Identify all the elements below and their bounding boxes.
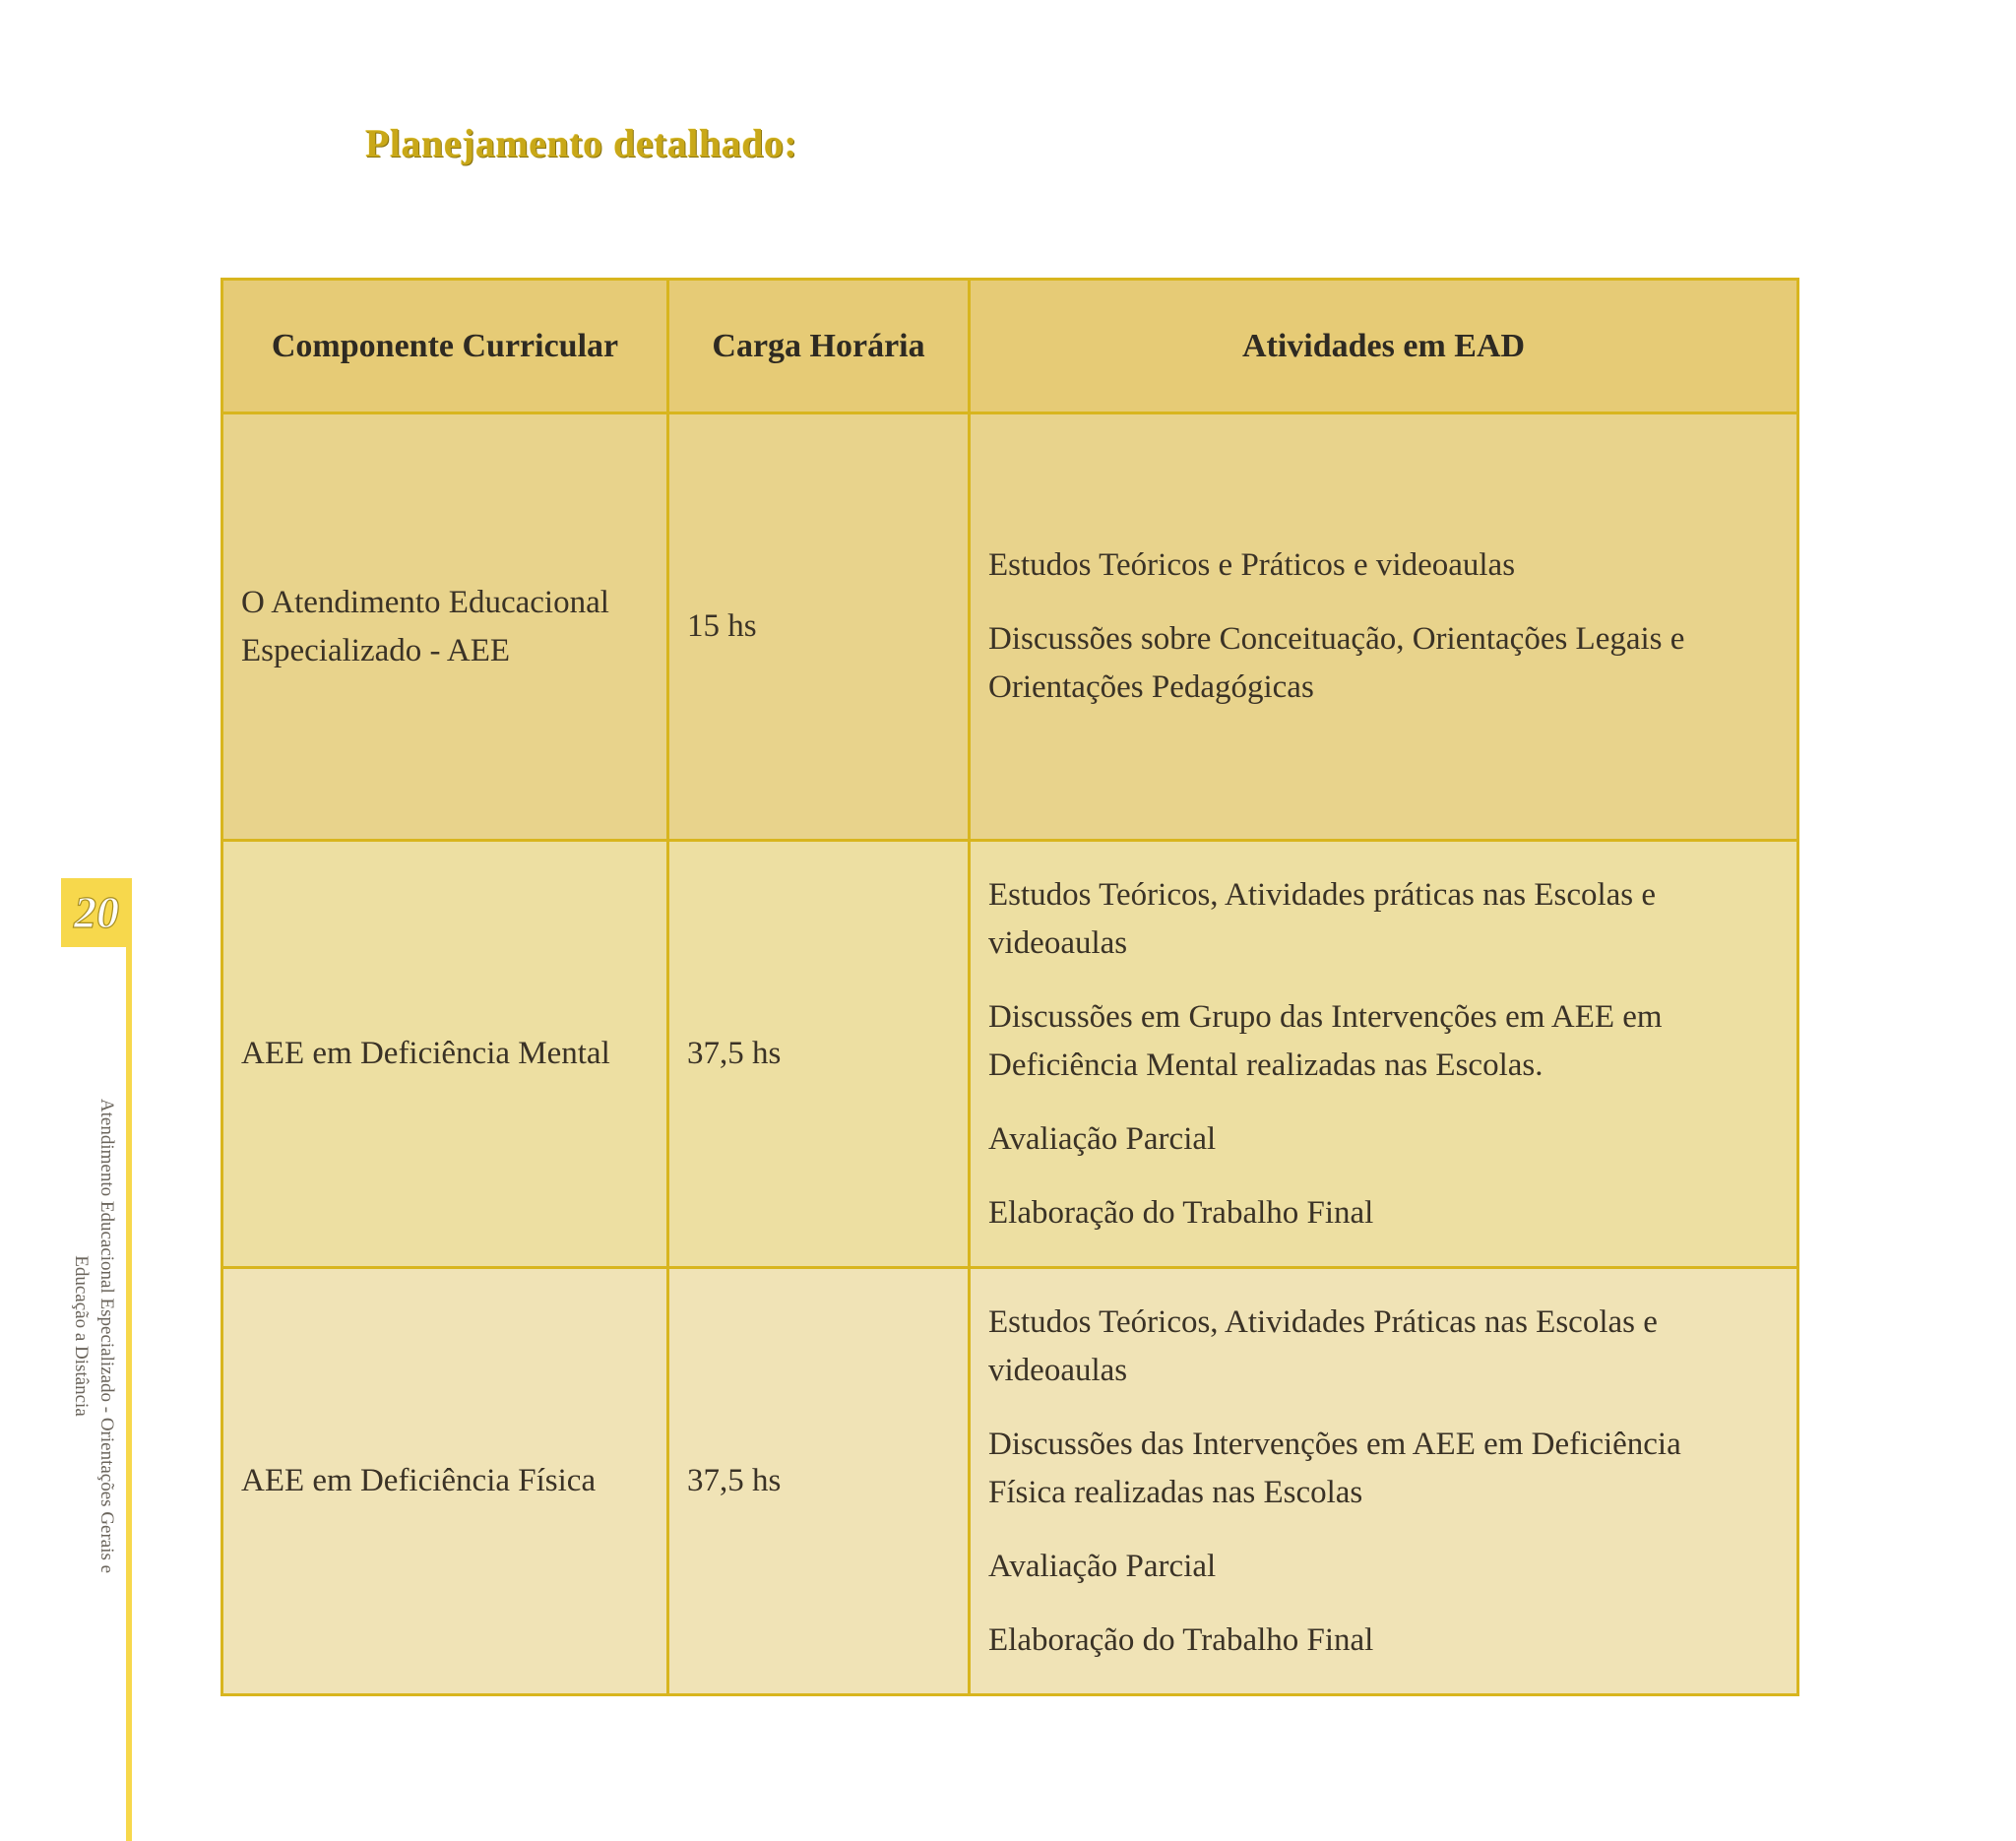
activity-item: Estudos Teóricos, Atividades práticas nas Escolas e videoaulas	[988, 876, 1657, 961]
activity-item: Avaliação Parcial	[988, 1548, 1217, 1584]
component-cell: O Atendimento Educacional Especializado - AEE	[222, 413, 668, 841]
sidebar-divider-line	[126, 945, 132, 1841]
table-row	[222, 1268, 1798, 1695]
activities-cell	[970, 413, 1798, 841]
component-cell: AEE em Deficiência Mental	[222, 841, 668, 1268]
activity-item: Estudos Teóricos e Práticos e videoaulas	[988, 547, 1516, 583]
planning-table	[220, 278, 1799, 1696]
activities-cell	[970, 1268, 1798, 1695]
hours-cell: 37,5 hs	[668, 841, 970, 1268]
activity-item: Discussões das Intervenções em AEE em Deficiência Física realizadas nas Escolas	[988, 1426, 1681, 1510]
activity-item: Elaboração do Trabalho Final	[988, 1194, 1374, 1231]
header-componente-curricular: Componente Curricular	[222, 280, 668, 413]
caption-line-1: Atendimento Educacional Especializado - Orientações Gerais e	[96, 1098, 117, 1574]
table-header-row	[222, 280, 1798, 413]
header-atividades-ead: Atividades em EAD	[970, 280, 1798, 413]
activity-item: Estudos Teóricos, Atividades Práticas nas Escolas e videoaulas	[988, 1303, 1658, 1388]
hours-cell: 37,5 hs	[668, 1268, 970, 1695]
activity-item: Discussões em Grupo das Intervenções em AEE em Deficiência Mental realizadas nas Escolas.	[988, 998, 1663, 1083]
component-cell: AEE em Deficiência Física	[222, 1268, 668, 1695]
activity-item: Elaboração do Trabalho Final	[988, 1621, 1374, 1658]
caption-line-2: Educação a Distância	[71, 1255, 92, 1417]
activity-item: Discussões sobre Conceituação, Orientações Legais e Orientações Pedagógicas	[988, 621, 1685, 705]
page-number: 20	[74, 887, 119, 937]
activities-cell	[970, 841, 1798, 1268]
table-row	[222, 413, 1798, 841]
table-row	[222, 841, 1798, 1268]
running-footer-caption	[68, 1060, 119, 1612]
header-carga-horaria: Carga Horária	[668, 280, 970, 413]
activity-item: Avaliação Parcial	[988, 1120, 1217, 1157]
hours-cell: 15 hs	[668, 413, 970, 841]
page-number-badge	[61, 878, 132, 947]
page-title: Planejamento detalhado:	[365, 121, 798, 165]
